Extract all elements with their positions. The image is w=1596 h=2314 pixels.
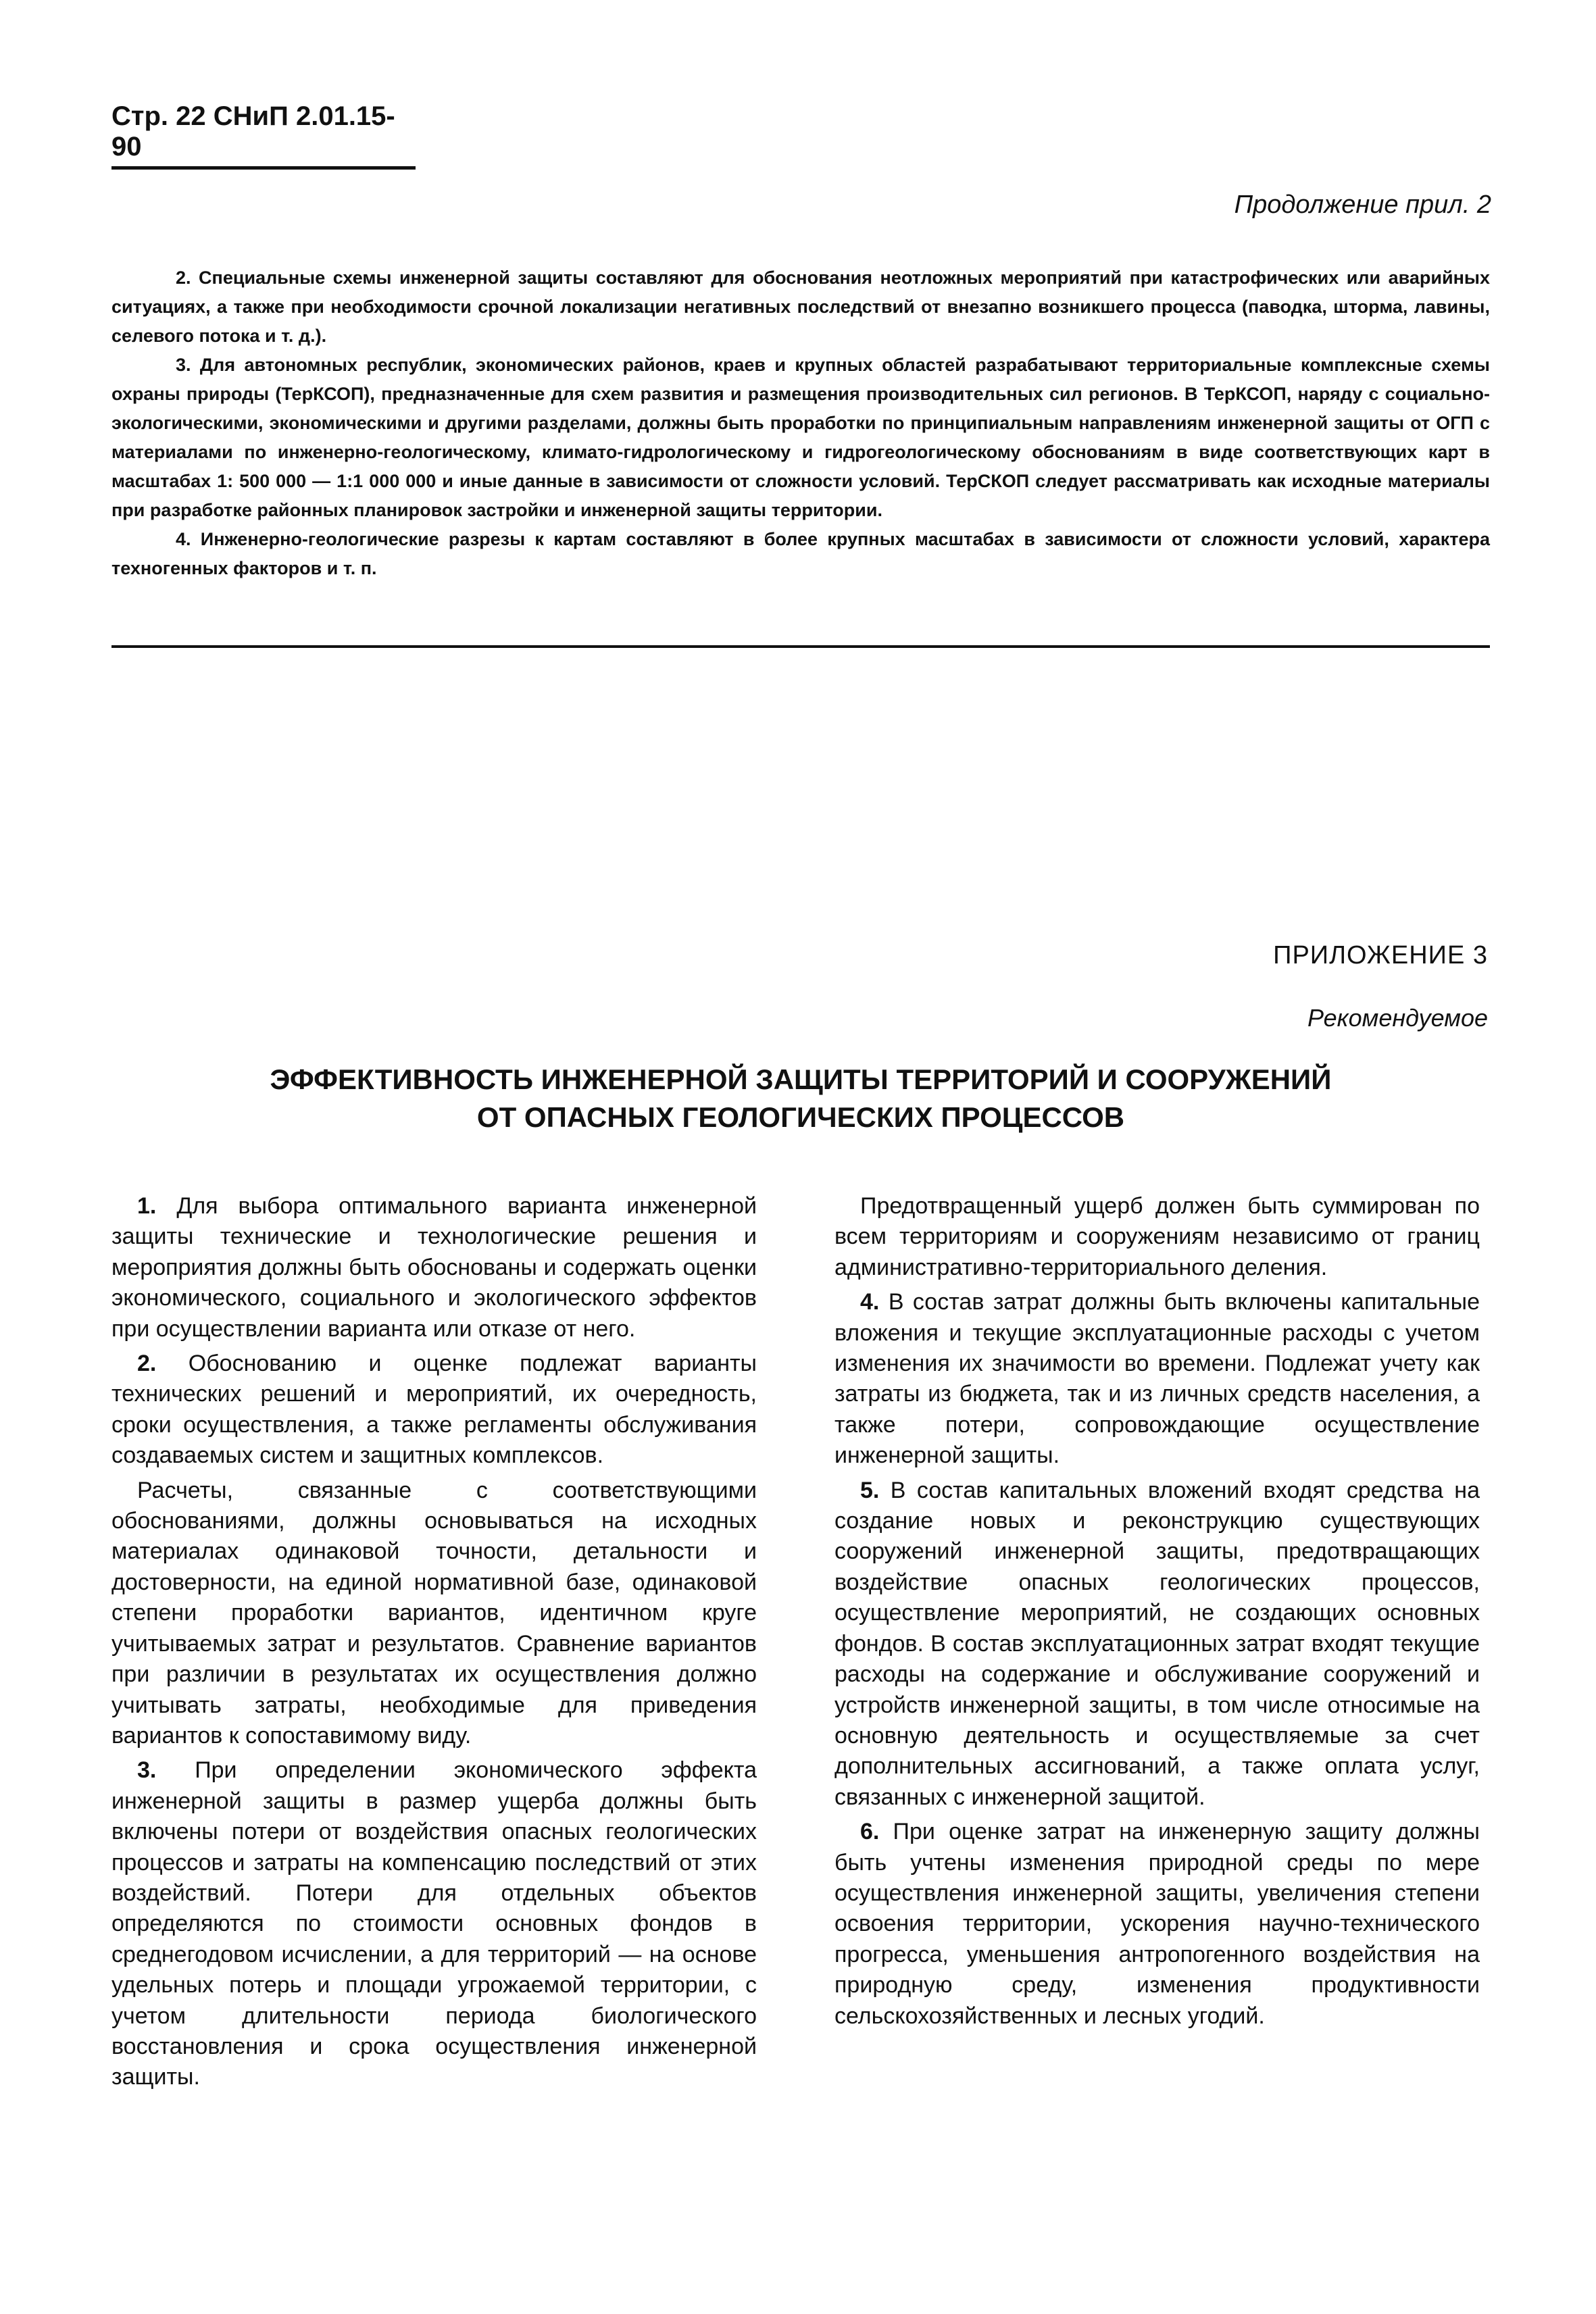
paragraph-text: В состав затрат должны быть включены капитальные вложения и текущие эксплуатационные расходы с учетом изменения их значимости во времени. Подлежат учету как затраты из бюджета, так и из личных средств населения, а также потери, сопровождающие осуществление инженерной защиты. [834,1289,1480,1469]
paragraph [111,1476,757,1752]
appendix-title [111,1061,1490,1136]
paragraph-number: 1. [137,1193,157,1219]
paragraph [834,1476,1480,1813]
paragraph-number: 4. [860,1289,880,1315]
paragraph [834,1287,1480,1471]
paragraph-text: При оценке затрат на инженерную защиту должны быть учтены изменения природной среды по мере осуществления инженерной защиты, увеличения степени освоения территории, ускорения научно-технического прогресса, уменьшения антропогенного воздействия на природную среду, изменения продуктивности сельскохозяйственных и лесных угодий. [834,1819,1480,2029]
paragraph-text: В состав капитальных вложений входят средства на создание новых и реконструкцию существующих сооружений инженерной защиты, предотвращающих воздействие опасных геологических процессов, осуществление мероприятий, не создающих основных фондов. В состав эксплуатационных затрат входят текущие расходы на содержание и обслуживание сооружений и устройств инженерной защиты, в том числе относимые на основную деятельность и осуществляемые за счет дополнительных ассигнований, а также оплата услуг, связанных с инженерной защитой. [834,1477,1480,1810]
paragraph-text: При определении экономического эффекта инженерной защиты в размер ущерба должны быть включены потери от воздействия опасных геологических процессов и затраты на компенсацию последствий от этих воздействий. Потери для отдельных объектов определяются по стоимости основных фондов в среднегодовом исчислении, а для территорий — на основе удельных потерь и площади угрожаемой территории, с учетом длительности периода биологического восстановления и срока осуществления инженерной защиты. [111,1757,757,2090]
paragraph-text: Предотвращенный ущерб должен быть суммирован по всем территориям и сооружениям независимо от границ административно-территориального деления. [834,1193,1480,1280]
continuation-note: Продолжение прил. 2 [1234,191,1491,219]
paragraph [111,1349,757,1472]
appendix-status: Рекомендуемое [1307,1004,1488,1032]
title-line: ОТ ОПАСНЫХ ГЕОЛОГИЧЕСКИХ ПРОЦЕССОВ [476,1101,1125,1133]
paragraph [111,1191,757,1344]
note-paragraph: 3. Для автономных республик, экономических районов, краев и крупных областей разрабатывают территориальные комплексные схемы охраны природы (ТерКСОП), предназначенные для схем развития и размещения производительных сил регионов. В ТерКСОП, наряду с социально-экологическими, экономическими и другими разделами, должны быть проработки по принципиальным направлениям инженерной защиты от ОГП с материалами по инженерно-геологическому, климато-гидрологическому и гидрогеологическому обоснованиям в виде соответствующих карт в масштабах 1: 500 000 — 1:1 000 000 и иные данные в зависимости от сложности условий. ТерСКОП следует рассматривать как исходные материалы при разработке районных планировок застройки и инженерной защиты территории. [111,355,1490,520]
paragraph-text: Расчеты, связанные с соответствующими обоснованиями, должны основываться на исходных материалах одинаковой точности, детальности и достоверности, на единой нормативной базе, одинаковой степени проработки вариантов, идентичном круге учитываемых затрат и результатов. Сравнение вариантов при различии в результатах их осуществления должно учитывать затраты, необходимые для приведения вариантов к сопоставимому виду. [111,1477,757,1749]
paragraph [834,1191,1480,1283]
left-column [111,1191,757,2097]
note-paragraph: 4. Инженерно-геологические разрезы к картам составляют в более крупных масштабах в зависимости от сложности условий, характера техногенных факторов и т. п. [111,529,1490,578]
paragraph [834,1817,1480,2032]
previous-appendix-notes [111,263,1490,583]
section-divider [111,645,1490,648]
page-header: Стр. 22 СНиП 2.01.15-90 [111,101,416,170]
right-column [834,1191,1480,2036]
paragraph-number: 2. [137,1351,157,1377]
paragraph-text: Обоснованию и оценке подлежат варианты технических решений и мероприятий, их очередность, сроки осуществления, а также регламенты обслуживания создаваемых систем и защитных комплексов. [111,1351,757,1469]
appendix-label: ПРИЛОЖЕНИЕ 3 [1273,941,1488,970]
note-paragraph: 2. Специальные схемы инженерной защиты составляют для обоснования неотложных мероприятий при катастрофических или аварийных ситуациях, а также при необходимости срочной локализации негативных последствий от внезапно возникшего процесса (паводка, шторма, лавины, селевого потока и т. д.). [111,268,1490,346]
paragraph-number: 5. [860,1477,880,1503]
paragraph-text: Для выбора оптимального варианта инженерной защиты технические и технологические решения и мероприятия должны быть обоснованы и содержать оценки экономического, социального и экологического эффектов при осуществлении варианта или отказе от него. [111,1193,757,1342]
title-line: ЭФФЕКТИВНОСТЬ ИНЖЕНЕРНОЙ ЗАЩИТЫ ТЕРРИТОРИЙ И СООРУЖЕНИЙ [270,1063,1332,1095]
paragraph-number: 3. [137,1757,157,1784]
paragraph [111,1755,757,2092]
paragraph-number: 6. [860,1819,880,1845]
